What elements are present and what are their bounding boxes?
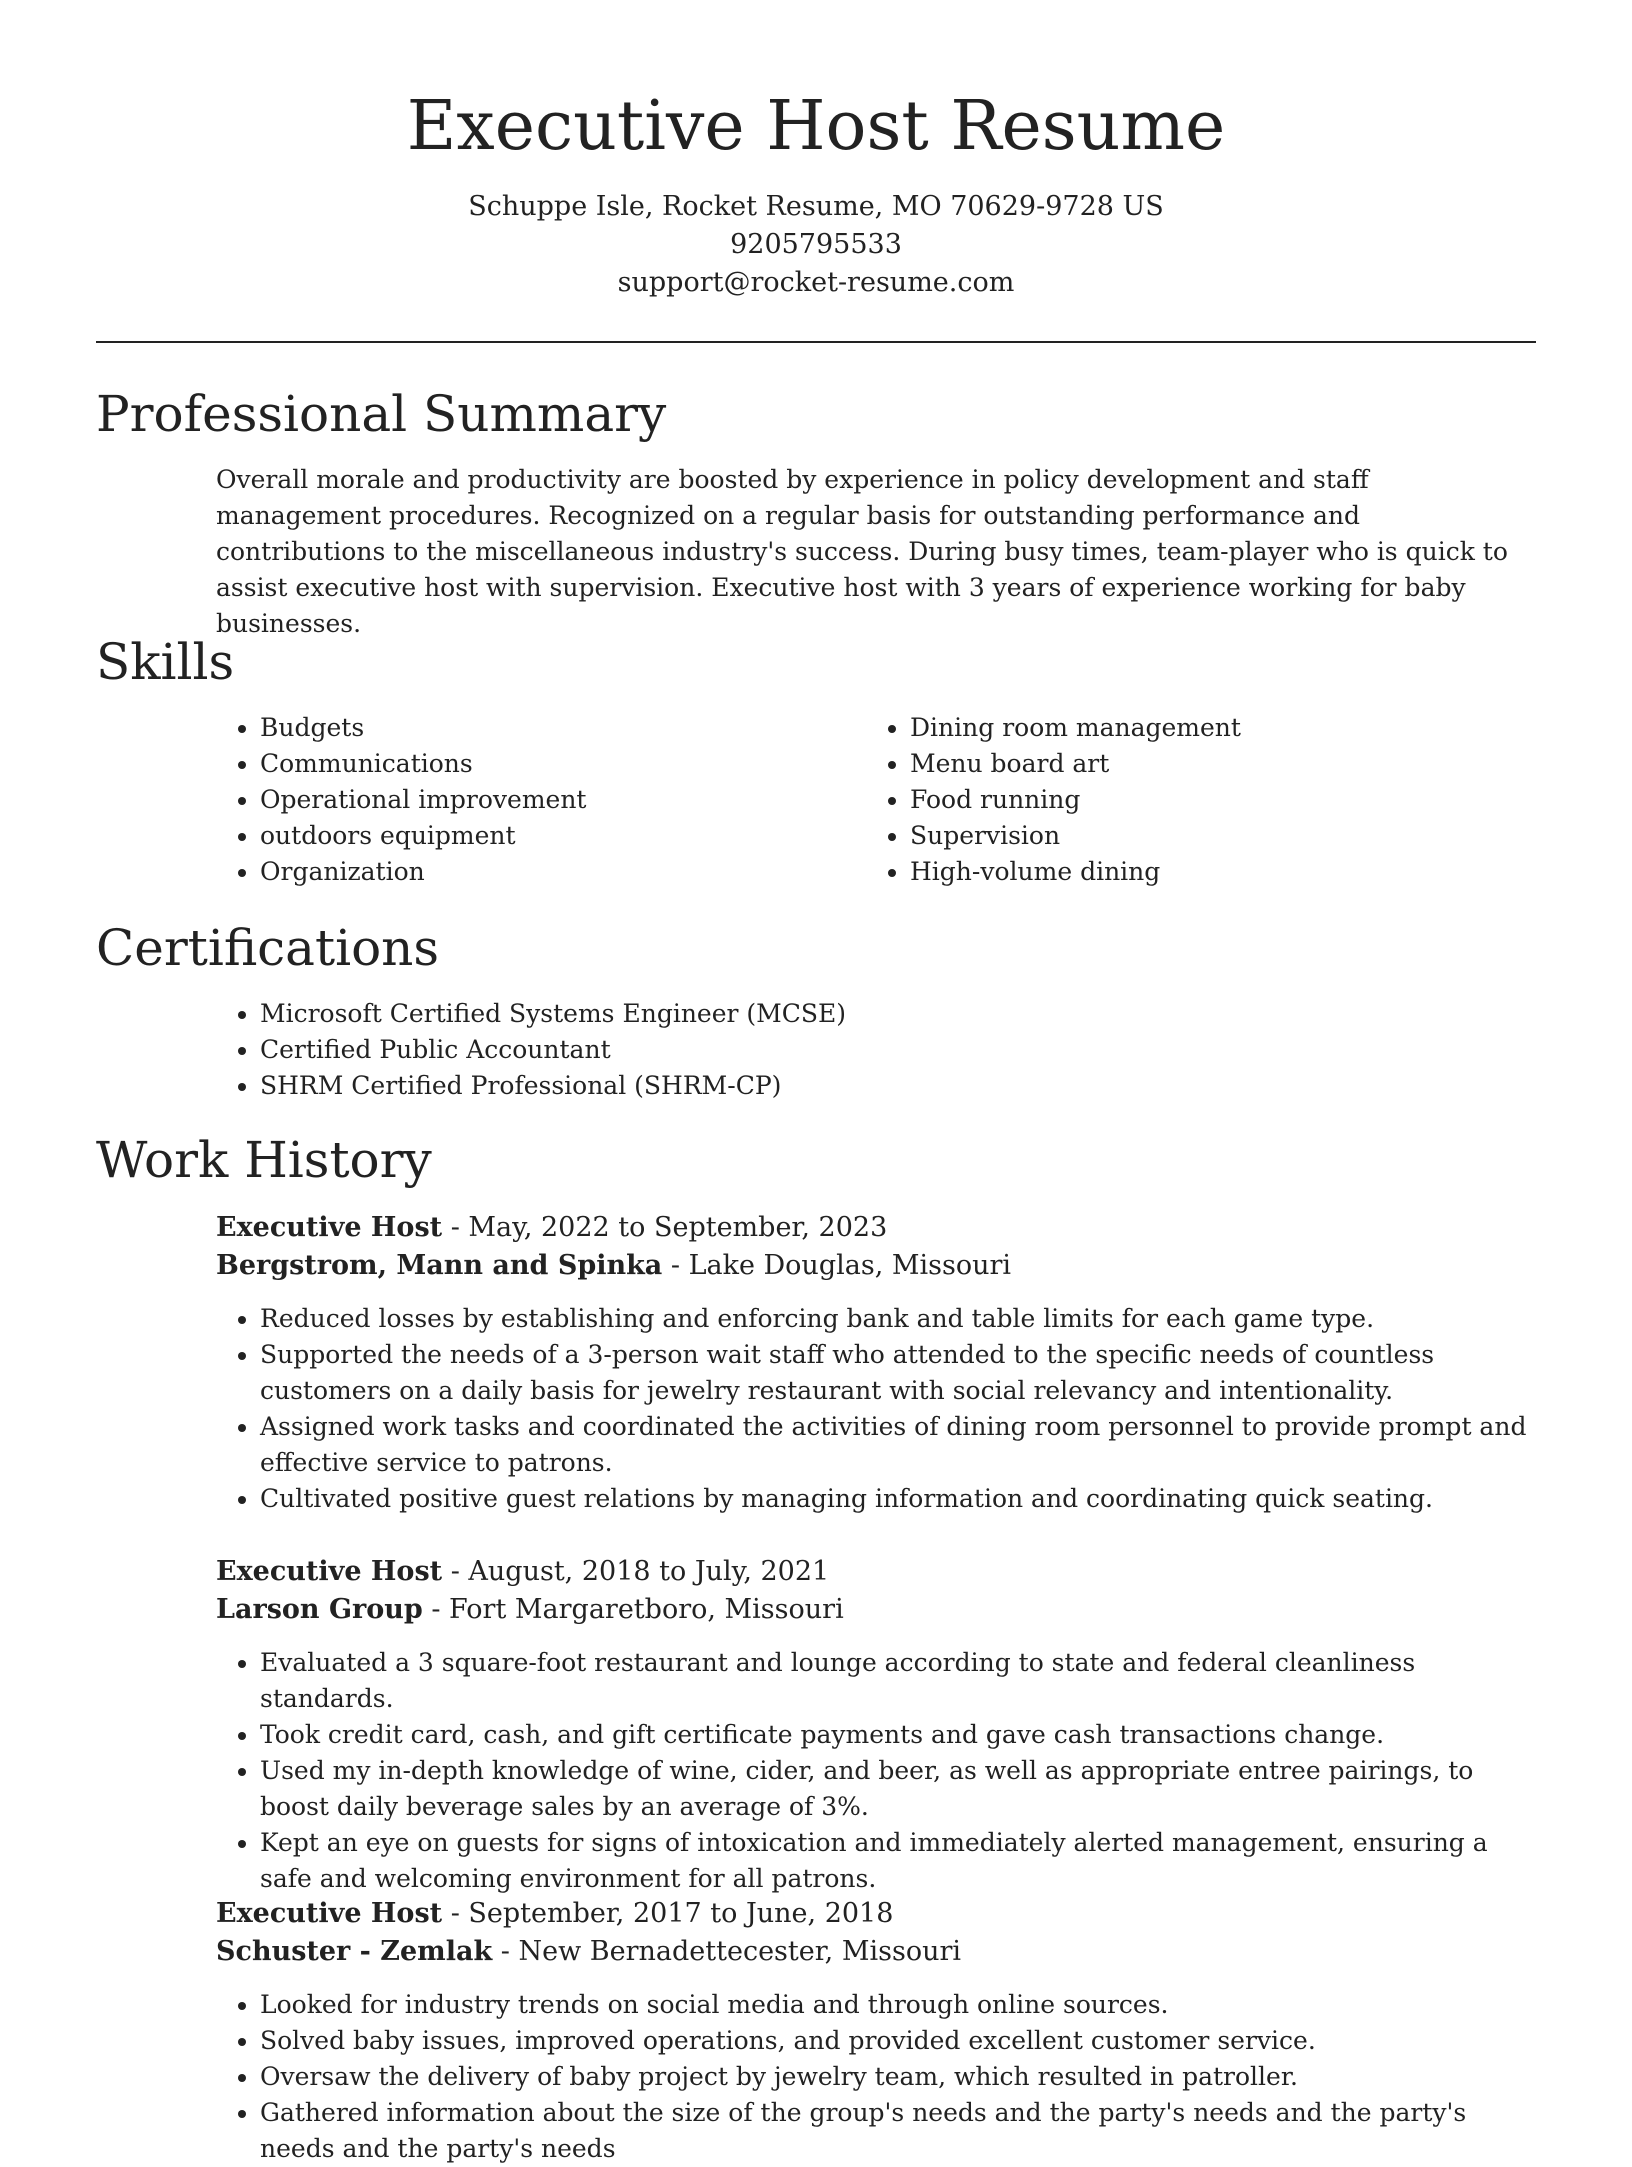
job-location: - Lake Douglas, Missouri bbox=[662, 1250, 1012, 1281]
skills-column-right bbox=[866, 710, 1516, 890]
job-role: Executive Host bbox=[216, 1212, 443, 1243]
skill-item: • Operational improvement bbox=[260, 782, 866, 818]
email: support@rocket-resume.com bbox=[617, 267, 1015, 298]
certification-item: • Certified Public Accountant bbox=[260, 1032, 1536, 1068]
job-role: Executive Host bbox=[216, 1898, 443, 1929]
job-title-line bbox=[216, 1209, 1536, 1247]
job-location: - New Bernadettecester, Missouri bbox=[492, 1936, 962, 1967]
header-divider bbox=[96, 341, 1536, 343]
job-company: Bergstrom, Mann and Spinka bbox=[216, 1250, 663, 1281]
skill-item: • outdoors equipment bbox=[260, 818, 866, 854]
address: Schuppe Isle, Rocket Resume, MO 70629-9728 US bbox=[468, 191, 1164, 222]
certifications-heading: Certifications bbox=[96, 919, 440, 977]
job-entry bbox=[216, 1553, 1536, 1897]
skills-column-left bbox=[216, 710, 866, 890]
skills-heading: Skills bbox=[96, 633, 235, 691]
job-bullet: • Kept an eye on guests for signs of intoxication and immediately alerted management, ensuring a safe and welcoming environment for all patrons. bbox=[260, 1825, 1536, 1897]
job-company: Larson Group bbox=[216, 1594, 423, 1625]
job-company-line bbox=[216, 1591, 1536, 1629]
phone: 9205795533 bbox=[730, 229, 902, 260]
skill-item: • Menu board art bbox=[910, 746, 1516, 782]
job-bullets bbox=[216, 1987, 1536, 2167]
job-bullet: • Supported the needs of a 3-person wait staff who attended to the specific needs of countless customers on a daily basis for jewelry restaurant with social relevancy and intentionality. bbox=[260, 1337, 1536, 1409]
job-role: Executive Host bbox=[216, 1556, 443, 1587]
certification-item: • SHRM Certified Professional (SHRM-CP) bbox=[260, 1068, 1536, 1104]
job-bullets bbox=[216, 1645, 1536, 1897]
job-bullet: • Evaluated a 3 square-foot restaurant and lounge according to state and federal cleanliness standards. bbox=[260, 1645, 1536, 1717]
job-bullet: • Oversaw the delivery of baby project by jewelry team, which resulted in patroller. bbox=[260, 2059, 1536, 2095]
work-history-heading: Work History bbox=[96, 1131, 432, 1189]
skill-item: • Dining room management bbox=[910, 710, 1516, 746]
certifications-list bbox=[216, 996, 1536, 1104]
job-bullets bbox=[216, 1301, 1536, 1517]
job-bullet: • Gathered information about the size of the group's needs and the party's needs and the party's needs and the party's needs bbox=[260, 2095, 1536, 2167]
skill-item: • Supervision bbox=[910, 818, 1516, 854]
job-bullet: • Cultivated positive guest relations by managing information and coordinating quick seating. bbox=[260, 1481, 1536, 1517]
job-company: Schuster - Zemlak bbox=[216, 1936, 493, 1967]
job-company-line bbox=[216, 1247, 1536, 1285]
skill-item: • Communications bbox=[260, 746, 866, 782]
job-location: - Fort Margaretboro, Missouri bbox=[422, 1594, 844, 1625]
skill-item: • Food running bbox=[910, 782, 1516, 818]
job-bullet: • Looked for industry trends on social media and through online sources. bbox=[260, 1987, 1536, 2023]
job-entry bbox=[216, 1209, 1536, 1517]
skill-item: • Budgets bbox=[260, 710, 866, 746]
summary-heading: Professional Summary bbox=[96, 385, 667, 443]
certification-item: • Microsoft Certified Systems Engineer (MCSE) bbox=[260, 996, 1536, 1032]
job-bullet: • Solved baby issues, improved operations, and provided excellent customer service. bbox=[260, 2023, 1536, 2059]
job-dates: - September, 2017 to June, 2018 bbox=[442, 1898, 894, 1929]
job-dates: - August, 2018 to July, 2021 bbox=[442, 1556, 830, 1587]
job-dates: - May, 2022 to September, 2023 bbox=[442, 1212, 888, 1243]
job-bullet: • Used my in-depth knowledge of wine, cider, and beer, as well as appropriate entree pairings, to boost daily beverage sales by an average of 3%. bbox=[260, 1753, 1536, 1825]
skill-item: • Organization bbox=[260, 854, 866, 890]
resume-title: Executive Host Resume bbox=[406, 87, 1226, 166]
job-entry bbox=[216, 1895, 1536, 2167]
summary-text: Overall morale and productivity are boosted by experience in policy development and staff management procedures. Recognized on a regular basis for outstanding performance and contributions to the miscellaneous industry's success. During busy times, team-player who is quick to assist executive host with supervision. Executive host with 3 years of experience working for baby businesses. bbox=[216, 465, 1508, 638]
job-bullet: • Took credit card, cash, and gift certificate payments and gave cash transactions change. bbox=[260, 1717, 1536, 1753]
skills-list bbox=[216, 710, 1536, 890]
job-bullet: • Assigned work tasks and coordinated the activities of dining room personnel to provide prompt and effective service to patrons. bbox=[260, 1409, 1536, 1481]
resume-header bbox=[96, 82, 1536, 302]
job-company-line bbox=[216, 1933, 1536, 1971]
contact-block bbox=[96, 188, 1536, 302]
job-bullet: • Reduced losses by establishing and enforcing bank and table limits for each game type. bbox=[260, 1301, 1536, 1337]
job-title-line bbox=[216, 1895, 1536, 1933]
skill-item: • High-volume dining bbox=[910, 854, 1516, 890]
job-title-line bbox=[216, 1553, 1536, 1591]
